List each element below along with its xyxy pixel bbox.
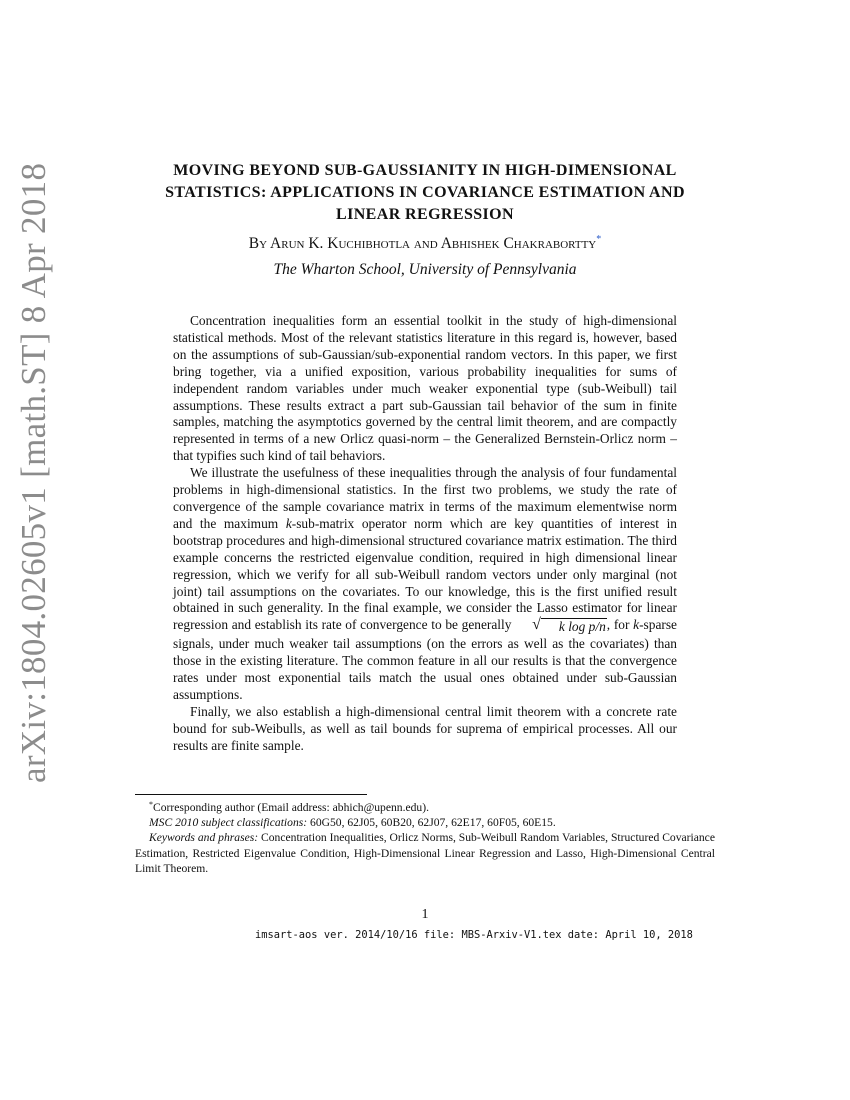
text-run: We illustrate the usefulness of these inequalities through the analysis of four fundamental problems in high-dimensional statistics. In the first two problems, we study the rate of convergence of the sample covariance matrix in terms of the maximum elementwise norm and the maximum xyxy=(173,465,677,531)
math-k: k xyxy=(633,617,640,633)
msc-label: MSC 2010 subject classifications: xyxy=(149,816,308,830)
footnote-msc xyxy=(135,815,715,830)
footnote-text: Corresponding author (Email address: abhich@upenn.edu). xyxy=(153,801,429,814)
keywords-text: Concentration Inequalities, Orlicz Norms, Sub-Weibull Random Variables, Structured Covariance Estimation, Restricted Eigenvalue Condition, High-Dimensional Linear Regression and Lasso, High-Dimensional Central Limit Theorem. xyxy=(135,831,715,875)
abstract-paragraph: Concentration inequalities form an essential toolkit in the study of high-dimensional statistical methods. Most of the relevant statistics literature in this regard is, however, based on the assumptions of sub-Gaussian/sub-exponential random vectors. In this paper, we first bring together, via a unified exposition, various probability inequalities for sums of independent random variables under much weaker exponential type (sub-Weibull) tail assumptions. These results extract a part sub-Gaussian tail behavior of the sum in finite samples, matching the asymptotics governed by the central limit theorem, and are compactly represented in terms of a new Orlicz quasi-norm – the Generalized Bernstein-Orlicz norm – that typifies such kind of tail behaviors. xyxy=(173,313,677,464)
footnotes xyxy=(135,797,715,876)
abstract-paragraph: Finally, we also establish a high-dimensional central limit theorem with a concrete rate bound for sub-Weibulls, as well as tail bounds for suprema of empirical processes. All our results are finite sample. xyxy=(173,703,677,753)
author-names: By Arun K. Kuchibhotla and Abhishek Chakrabortty xyxy=(248,235,597,253)
affiliation: The Wharton School, University of Pennsylvania xyxy=(273,261,577,278)
author-line xyxy=(150,234,700,253)
title-line: MOVING BEYOND SUB-GAUSSIANITY IN HIGH-DIMENSIONAL xyxy=(173,162,677,179)
corresponding-author-link[interactable]: * xyxy=(596,234,602,245)
sqrt-icon: √ xyxy=(532,616,541,634)
title-line: STATISTICS: APPLICATIONS IN COVARIANCE ESTIMATION AND xyxy=(165,184,685,201)
page-number: 1 xyxy=(421,907,429,922)
footnote-divider xyxy=(135,794,367,795)
keywords-label: Keywords and phrases: xyxy=(149,831,259,845)
footnote-corresponding xyxy=(135,797,715,815)
msc-codes: 60G50, 62J05, 60B20, 62J07, 62E17, 60F05, 60E15. xyxy=(307,816,556,830)
abstract xyxy=(173,313,677,755)
text-run: -sparse signals, under much weaker tail assumptions (on the errors as well as the covariates) than those in the existing literature. The common feature in all our results is that the convergence rates under most exponential tails match the usual ones obtained under sub-Gaussian assumptions. xyxy=(173,617,678,702)
math-k: k xyxy=(285,515,292,531)
abstract-paragraph xyxy=(173,465,677,704)
rate-formula xyxy=(515,618,607,636)
footnote-mark: * xyxy=(149,800,153,809)
rate-formula-radicand: k log p/n xyxy=(541,618,607,636)
text-run: , for xyxy=(606,617,630,633)
running-footer: imsart-aos ver. 2014/10/16 file: MBS-Arxiv-V1.tex date: April 10, 2018 xyxy=(255,929,693,941)
text-run: -sub-matrix operator norm which are key quantities of interest in bootstrap procedures and high-dimensional structured covariance matrix estimation. The third example concerns the restricted eigenvalue condition, required in high dimensional linear regression, which we verify for all sub-Weibull random vectors under only marginal (not joint) tail assumptions on the covariates. To our knowledge, this is the first unified result obtained in such generality. In the final example, we consider the Lasso estimator for linear regression and establish its rate of convergence to be generally xyxy=(173,515,677,633)
paper-title xyxy=(120,160,730,226)
footnote-keywords xyxy=(135,830,715,876)
title-line: LINEAR REGRESSION xyxy=(336,206,514,223)
arxiv-identifier: arXiv:1804.02605v1 [math.ST] 8 Apr 2018 xyxy=(14,162,53,783)
